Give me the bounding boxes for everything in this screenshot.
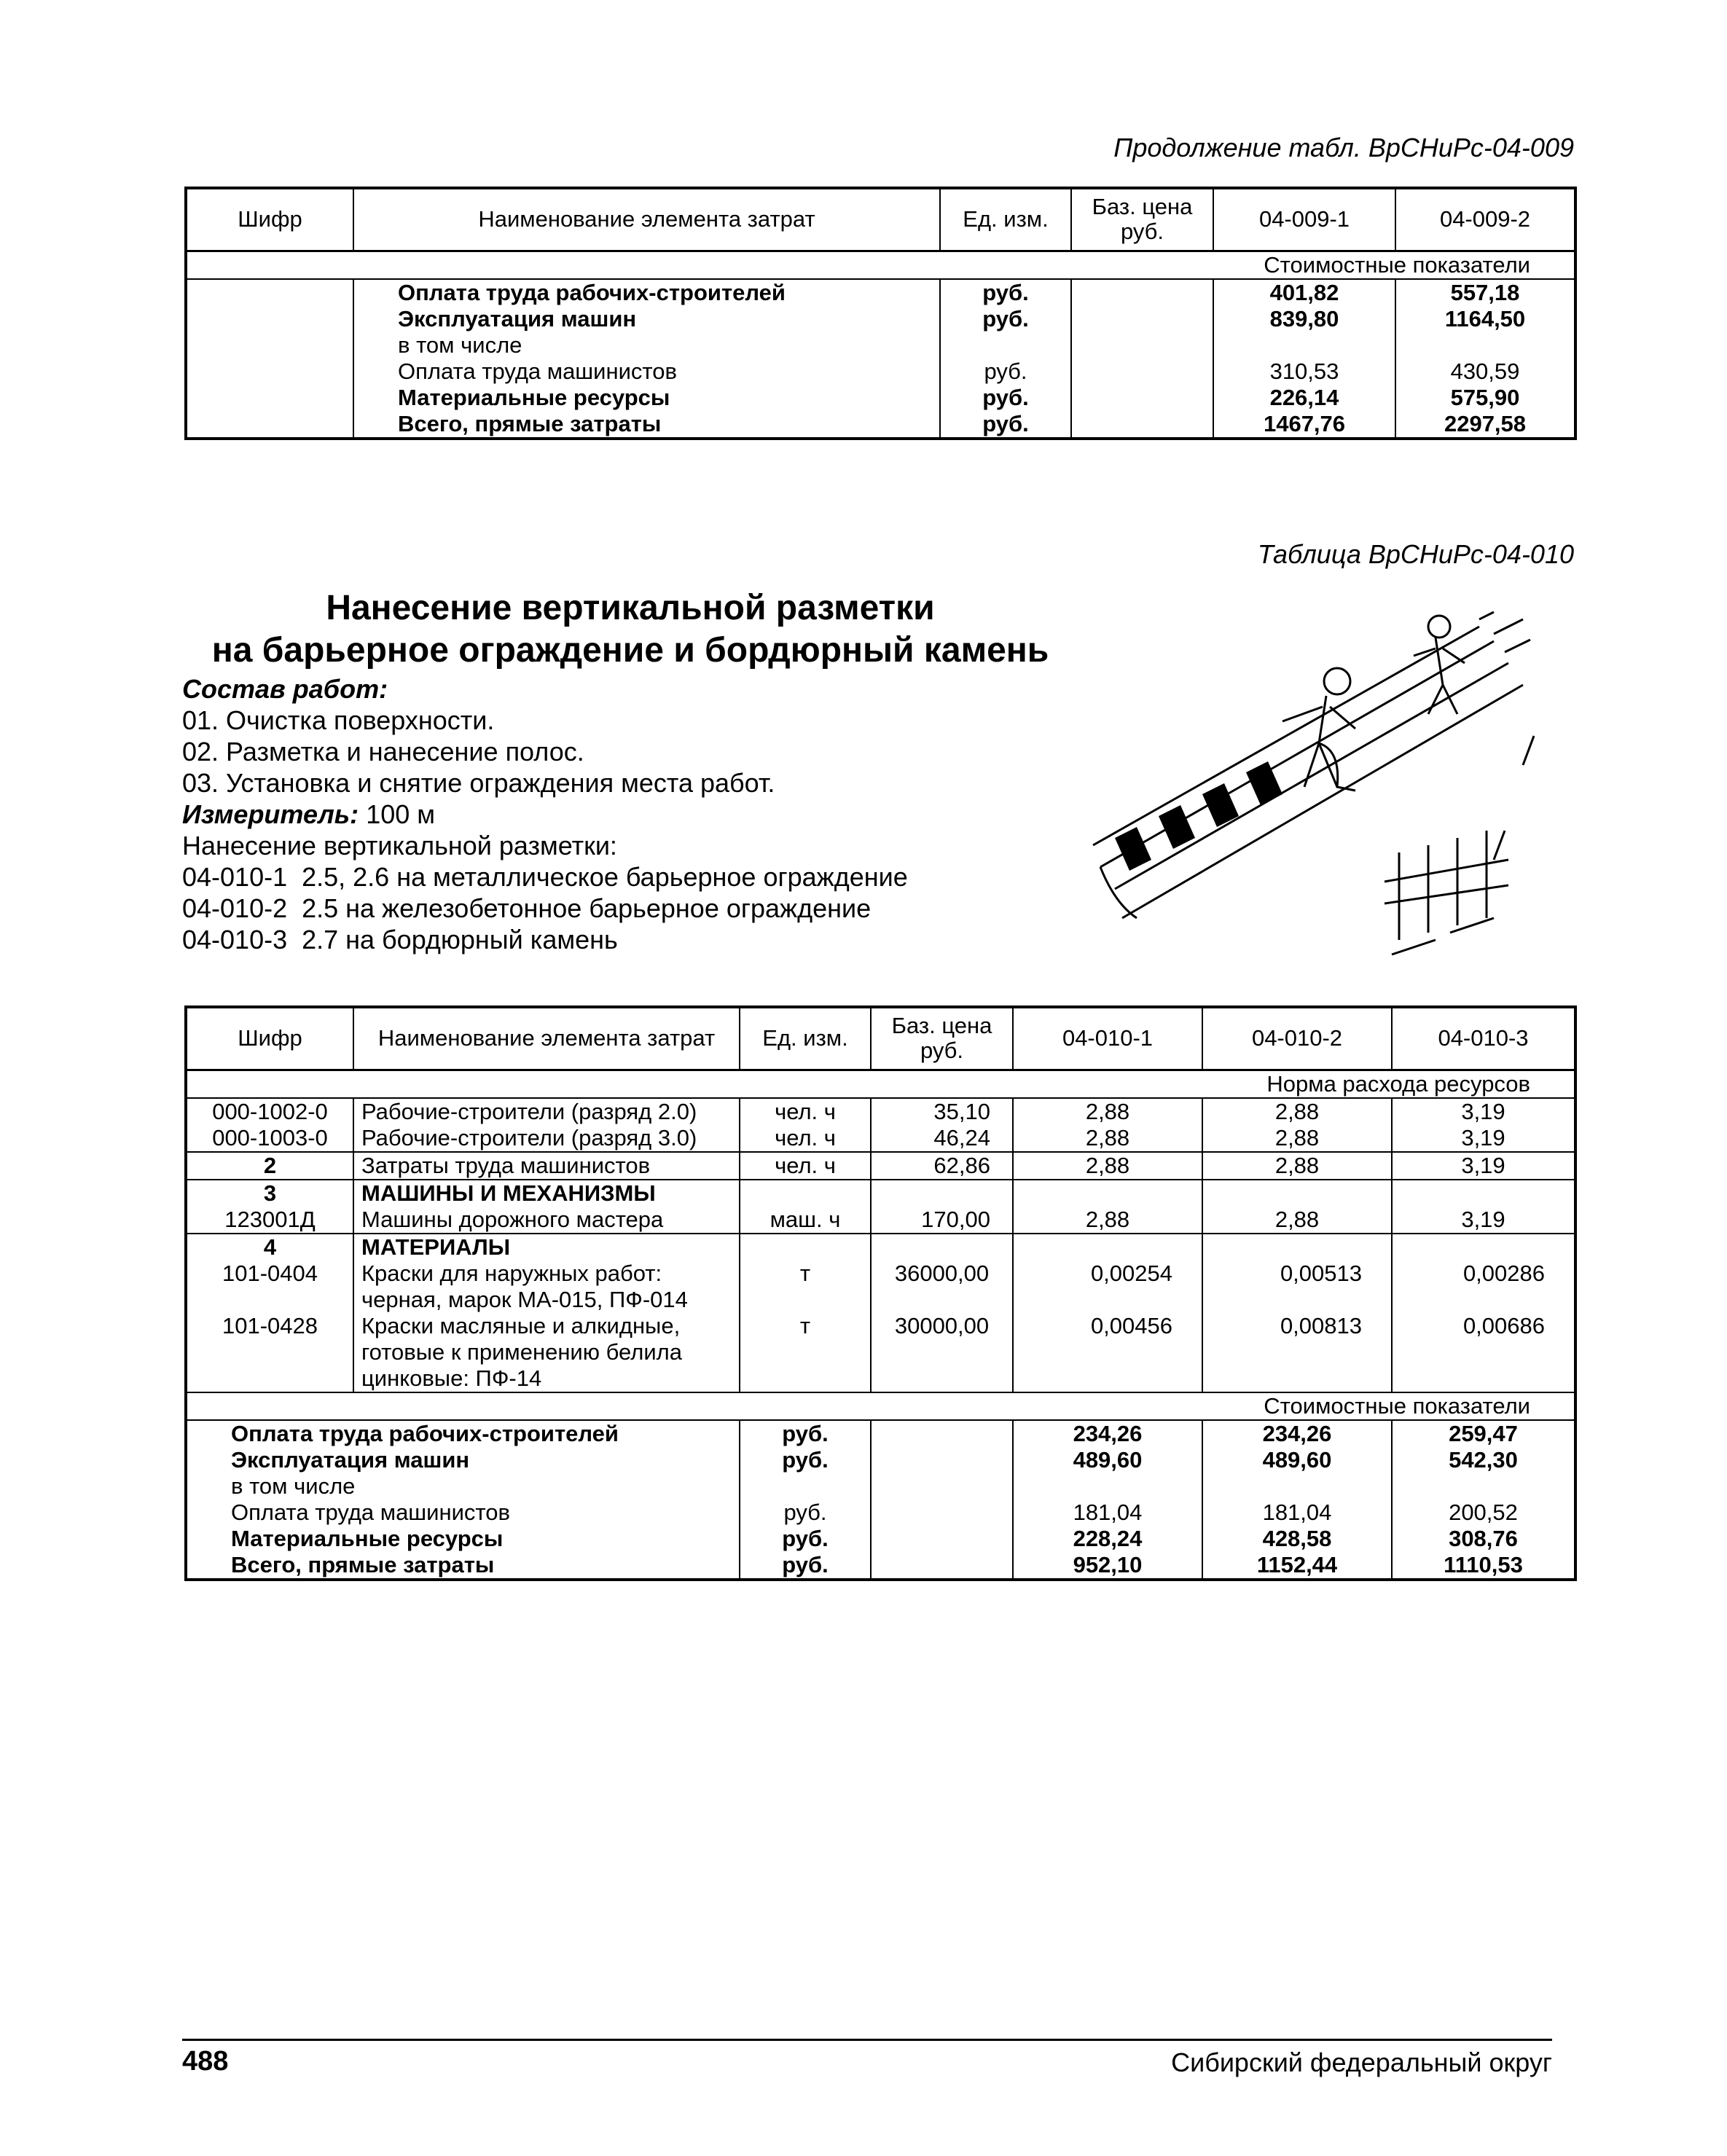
header-unit: Ед. изм. [940, 188, 1071, 251]
table-04-009 [184, 187, 1577, 440]
footer-divider [182, 2039, 1552, 2041]
continuation-title: Продолжение табл. ВрСНиРс-04-009 [1113, 133, 1574, 162]
table-row: 101-0428 Краски масляные и алкидные, готовые к применению белила цинковые: ПФ-14 т 30000,00 0,00456 0,00813 0,00686 [186, 1313, 1575, 1392]
table-row: 101-0404 Краски для наружных работ: черная, марок МА-015, ПФ-014 т 36000,00 0,00254 0,00513 0,00286 [186, 1261, 1575, 1313]
table-row: 000-1003-0 Рабочие-строители (разряд 3.0) чел. ч 46,24 2,88 2,88 3,19 [186, 1125, 1575, 1152]
table-row: 000-1002-0 Рабочие-строители (разряд 2.0) чел. ч 35,10 2,88 2,88 3,19 [186, 1098, 1575, 1125]
header-col2: 04-009-2 [1395, 188, 1575, 251]
header-name: Наименование элемента затрат [353, 1007, 740, 1070]
table-row: 4 МАТЕРИАЛЫ [186, 1234, 1575, 1261]
table-04-010 [184, 1006, 1577, 1581]
section-cost: Стоимостные показатели [186, 1392, 1575, 1420]
footer-region: Сибирский федеральный округ [1171, 2047, 1552, 2077]
table-row: Оплата труда рабочих-строителей руб. 401,82 557,18 [186, 279, 1575, 306]
header-name: Наименование элемента затрат [353, 188, 940, 251]
table-row: Эксплуатация машин руб. 489,60 489,60 542,30 [186, 1447, 1575, 1473]
section-cost: Стоимостные показатели [186, 251, 1575, 279]
header-col3: 04-010-3 [1392, 1007, 1575, 1070]
table-row: Оплата труда машинистов руб. 310,53 430,59 [186, 358, 1575, 385]
header-code: Шифр [186, 1007, 353, 1070]
table-row: Оплата труда рабочих-строителей руб. 234,26 234,26 259,47 [186, 1420, 1575, 1447]
header-col1: 04-010-1 [1013, 1007, 1202, 1070]
table-row: Всего, прямые затраты руб. 952,10 1152,44 1110,53 [186, 1552, 1575, 1580]
header-col1: 04-009-1 [1213, 188, 1395, 251]
workers-illustration [1086, 597, 1552, 969]
header-unit: Ед. изм. [740, 1007, 871, 1070]
header-col2: 04-010-2 [1202, 1007, 1392, 1070]
table-row: Оплата труда машинистов руб. 181,04 181,04 200,52 [186, 1500, 1575, 1526]
section-norms: Норма расхода ресурсов [186, 1070, 1575, 1098]
table-row: 2 Затраты труда машинистов чел. ч 62,86 2,88 2,88 3,19 [186, 1152, 1575, 1180]
table-title: Таблица ВрСНиРс-04-010 [1257, 539, 1574, 569]
page-number: 488 [182, 2046, 229, 2077]
header-price: Баз. цена руб. [871, 1007, 1013, 1070]
header-price: Баз. цена руб. [1071, 188, 1213, 251]
table-row: Всего, прямые затраты руб. 1467,76 2297,58 [186, 411, 1575, 439]
section-heading: Нанесение вертикальной разметки на барьерное ограждение и бордюрный камень [211, 589, 1049, 670]
header-code: Шифр [186, 188, 353, 251]
table-row: в том числе [186, 332, 1575, 358]
table-row: Материальные ресурсы руб. 228,24 428,58 308,76 [186, 1526, 1575, 1552]
table-row: Материальные ресурсы руб. 226,14 575,90 [186, 385, 1575, 411]
table-row: Эксплуатация машин руб. 839,80 1164,50 [186, 306, 1575, 332]
work-composition: Состав работ: 01. Очистка поверхности. 02. Разметка и нанесение полос. 03. Установка и снятие ограждения места работ. Измеритель: 100 м Нанесение вертикальной разметки: 04-010-1 2.5, 2.6 на металлическое барьерное ограждение 04-010-2 2.5 на железобетонное барьерное ограждение 04-010-3 2.7 на бордюрный камень [182, 674, 908, 954]
table-row: 123001Д Машины дорожного мастера маш. ч 170,00 2,88 2,88 3,19 [186, 1207, 1575, 1234]
table-row: в том числе [186, 1473, 1575, 1500]
table-row: 3 МАШИНЫ И МЕХАНИЗМЫ [186, 1180, 1575, 1207]
